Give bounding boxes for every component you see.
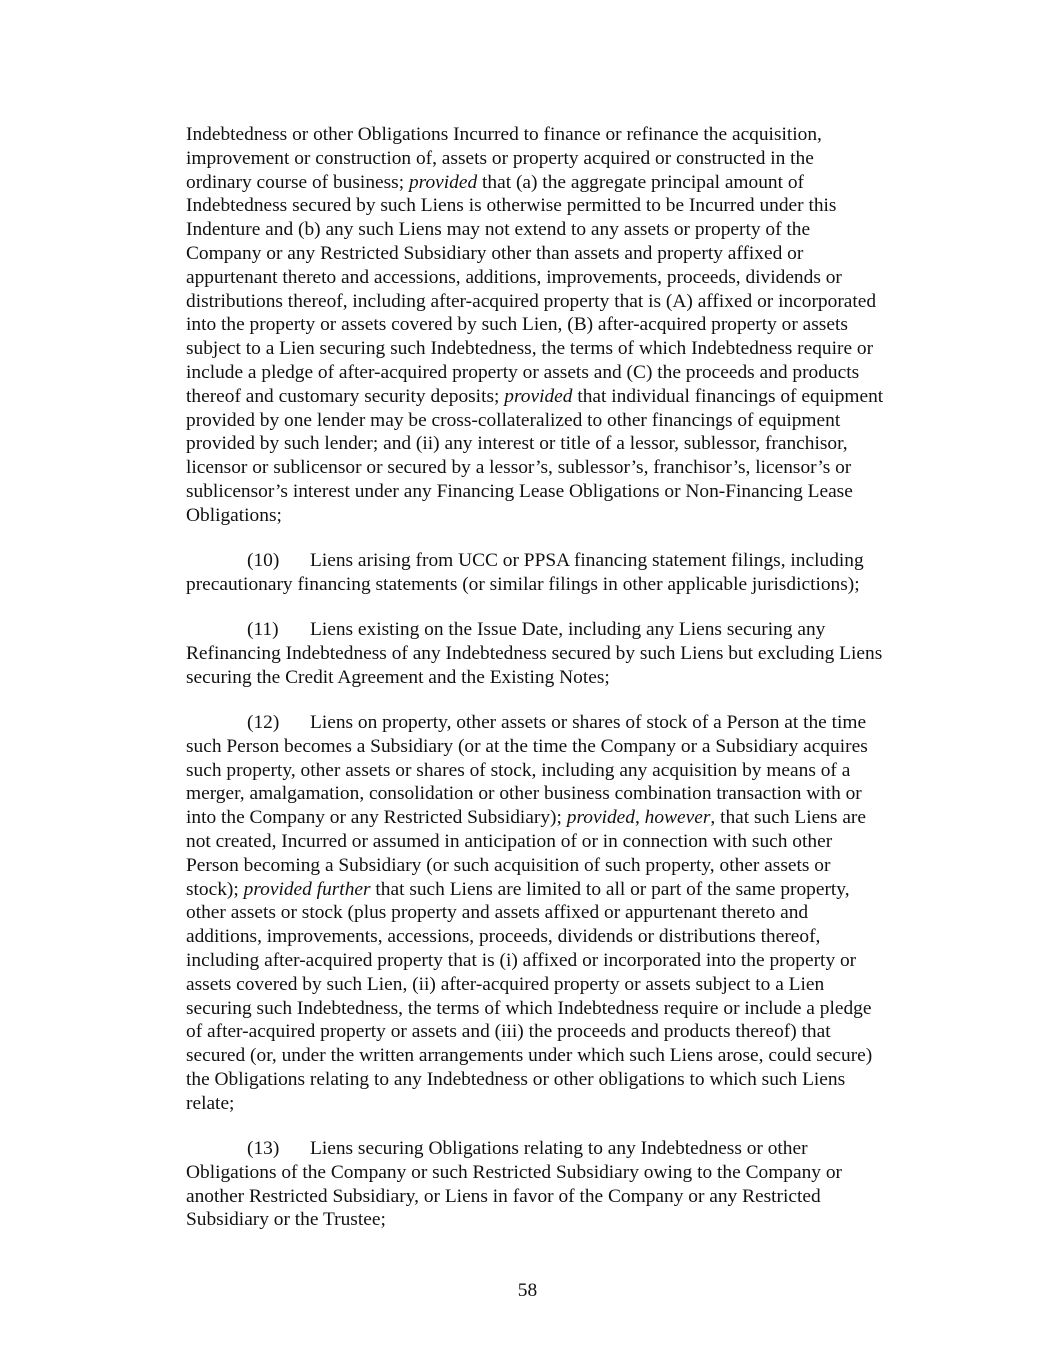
item-number: (10) xyxy=(247,550,280,572)
text-line: merger, amalgamation, consolidation or other business combination transaction with or xyxy=(186,783,862,805)
text-line: Obligations; xyxy=(186,504,282,526)
text-line: additions, improvements, accessions, proceeds, dividends or distributions thereof, xyxy=(186,926,821,948)
text-line: subject to a Lien securing such Indebtedness, the terms of which Indebtedness require or xyxy=(186,338,874,360)
text-line: Indenture and (b) any such Liens may not extend to any assets or property of the xyxy=(186,219,811,241)
text-line: appurtenant thereto and accessions, additions, improvements, proceeds, dividends or xyxy=(186,266,842,288)
lien-item xyxy=(186,1137,946,1232)
text-line: secured (or, under the written arrangements under which such Liens arose, could secure) xyxy=(186,1045,873,1067)
text-line: distributions thereof, including after-acquired property that is (A) affixed or incorporated xyxy=(186,290,877,312)
text-line: not created, Incurred or assumed in anticipation of or in connection with such other xyxy=(186,831,833,853)
text-line: Indebtedness or other Obligations Incurred to finance or refinance the acquisition, xyxy=(186,124,822,145)
text-line: such Person becomes a Subsidiary (or at the time the Company or a Subsidiary acquires xyxy=(186,735,868,757)
italic-term: provided xyxy=(504,385,573,407)
text-line: licensor or sublicensor or secured by a lessor’s, sublessor’s, franchisor’s, licensor’s or xyxy=(186,457,852,479)
text-line: provided by one lender may be cross-collateralized to other financings of equipment xyxy=(186,409,841,431)
italic-term: provided xyxy=(566,807,635,829)
lien-item xyxy=(186,549,946,597)
text-line: Obligations of the Company or such Restricted Subsidiary owing to the Company or xyxy=(186,1161,842,1183)
text-line: (11) Liens existing on the Issue Date, including any Liens securing any xyxy=(247,619,826,641)
text-line: stock); provided further that such Liens are limited to all or part of the same property, xyxy=(186,878,850,900)
text-line: Company or any Restricted Subsidiary other than assets and property affixed or xyxy=(186,242,804,264)
item-number: (12) xyxy=(247,712,280,734)
text-line: another Restricted Subsidiary, or Liens in favor of the Company or any Restricted xyxy=(186,1185,821,1207)
text-line: ordinary course of business; provided that (a) the aggregate principal amount of xyxy=(186,171,804,193)
text-line: precautionary financing statements (or similar filings in other applicable jurisdictions); xyxy=(186,573,860,595)
text-line: into the Company or any Restricted Subsidiary); provided, however, that such Liens are xyxy=(186,807,866,829)
paragraph-continued xyxy=(186,123,946,528)
item-number: (11) xyxy=(247,619,279,641)
text-line: the Obligations relating to any Indebtedness or other obligations to which such Liens xyxy=(186,1068,846,1090)
text-line: securing the Credit Agreement and the Existing Notes; xyxy=(186,666,610,688)
text-line: include a pledge of after-acquired property or assets and (C) the proceeds and products xyxy=(186,361,860,383)
text-line: relate; xyxy=(186,1092,235,1114)
text-line: such property, other assets or shares of stock, including any acquisition by means of a xyxy=(186,759,851,781)
text-line: (10) Liens arising from UCC or PPSA financing statement filings, including xyxy=(247,550,864,572)
document-body xyxy=(186,123,946,1232)
text-line: (12) Liens on property, other assets or shares of stock of a Person at the time xyxy=(247,712,867,734)
text-line: Person becoming a Subsidiary (or such acquisition of such property, other assets or xyxy=(186,854,831,876)
item-number: (13) xyxy=(247,1138,280,1160)
lien-item xyxy=(186,711,946,1116)
text-line: Subsidiary or the Trustee; xyxy=(186,1209,386,1231)
text-line: sublicensor’s interest under any Financing Lease Obligations or Non-Financing Lease xyxy=(186,480,853,502)
italic-term: provided further xyxy=(243,878,371,900)
text-line: provided by such lender; and (ii) any interest or title of a lessor, sublessor, franchisor, xyxy=(186,433,848,455)
text-line: (13) Liens securing Obligations relating to any Indebtedness or other xyxy=(247,1138,808,1160)
italic-term: however xyxy=(644,807,711,829)
text-line: into the property or assets covered by such Lien, (B) after-acquired property or assets xyxy=(186,314,848,336)
text-line: of after-acquired property or assets and (iii) the proceeds and products thereof) that xyxy=(186,1021,831,1043)
lien-item xyxy=(186,618,946,689)
page-number: 58 xyxy=(517,1280,538,1301)
text-line: other assets or stock (plus property and assets affixed or appurtenant thereto and xyxy=(186,902,809,924)
text-line: including after-acquired property that is (i) affixed or incorporated into the property or xyxy=(186,950,857,971)
text-line: Refinancing Indebtedness of any Indebtedness secured by such Liens but excluding Liens xyxy=(186,642,883,664)
lien-items-list xyxy=(186,549,946,1232)
text-line: thereof and customary security deposits; provided that individual financings of equipment xyxy=(186,385,884,407)
italic-term: provided xyxy=(408,171,478,193)
text-line: Indebtedness secured by such Liens is otherwise permitted to be Incurred under this xyxy=(186,195,837,217)
text-line: assets covered by such Lien, (ii) after-acquired property or assets subject to a Lien xyxy=(186,973,825,995)
text-line: improvement or construction of, assets or property acquired or constructed in the xyxy=(186,147,814,169)
text-line: securing such Indebtedness, the terms of which Indebtedness require or include a pledge xyxy=(186,997,872,1019)
